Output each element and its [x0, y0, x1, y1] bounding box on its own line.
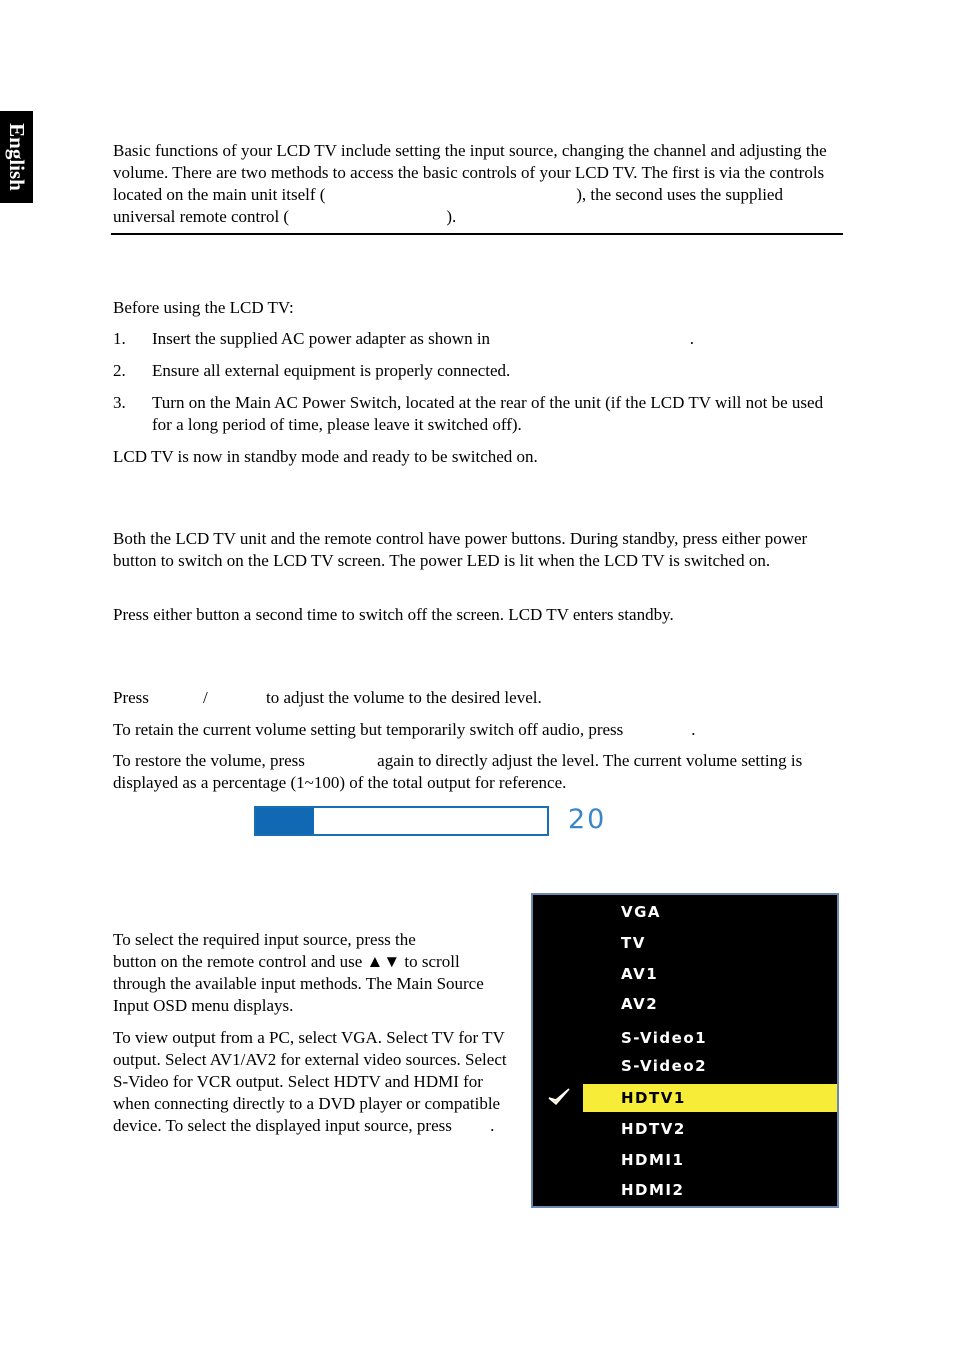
step-text: Ensure all external equipment is properly connected. — [152, 361, 511, 380]
check-icon — [545, 1084, 573, 1112]
volume-bar — [254, 806, 549, 836]
power-paragraph: Both the LCD TV unit and the remote control have power buttons. During standby, press either power button to switch on the LCD TV screen. The power LED is lit when the LCD TV is switched on. — [113, 529, 808, 570]
intro-paragraph: Basic functions of your LCD TV include setting the input source, changing the channel and adjusting the volume. There are two methods to access the basic controls of your LCD TV. The first is via the controls located on the main unit itself ( ), the second uses the supplied universal remote control ( ). — [113, 141, 827, 226]
osd-item-s-video2[interactable] — [583, 1052, 837, 1080]
osd-item-label: HDMI1 — [621, 1151, 685, 1169]
power-off-paragraph: Press either button a second time to switch off the screen. LCD TV enters standby. — [113, 605, 674, 624]
section-divider — [111, 233, 843, 235]
before-lead: Before using the LCD TV: — [113, 298, 294, 317]
restore-paragraph: To restore the volume, press again to directly adjust the level. The current volume setting is displayed as a percentage (1~100) of the total output for reference. — [113, 751, 803, 792]
step-text: Turn on the Main AC Power Switch, located at the rear of the unit (if the LCD TV will not be used for a long period of time, please leave it switched off). — [152, 393, 824, 434]
osd-item-hdmi1[interactable] — [583, 1146, 837, 1174]
volume-adjust-text: to adjust the volume to the desired level. — [266, 688, 542, 707]
osd-item-av1[interactable] — [583, 960, 837, 988]
osd-item-label: TV — [621, 934, 646, 952]
osd-item-label: HDMI2 — [621, 1181, 685, 1199]
osd-item-av2[interactable] — [583, 990, 837, 1018]
osd-item-label: HDTV2 — [621, 1120, 686, 1138]
step-number: 1. — [113, 329, 126, 348]
step-number: 3. — [113, 393, 126, 412]
step-number: 2. — [113, 361, 126, 380]
language-tab — [0, 111, 33, 203]
volume-bar-fill — [256, 808, 314, 834]
osd-item-s-video1[interactable] — [583, 1024, 837, 1052]
osd-item-hdmi2[interactable] — [583, 1176, 837, 1204]
osd-item-hdtv1[interactable] — [583, 1084, 837, 1112]
mute-paragraph: To retain the current volume setting but temporarily switch off audio, press . — [113, 720, 696, 739]
osd-item-label: S-Video1 — [621, 1029, 708, 1047]
volume-slash: / — [203, 688, 208, 707]
language-tab-label: English — [4, 123, 29, 191]
volume-level-readout: 20 — [568, 804, 607, 835]
source-input-osd-menu — [531, 893, 839, 1208]
volume-press-label: Press — [113, 688, 149, 707]
step-text: Insert the supplied AC power adapter as shown in . — [152, 329, 695, 348]
osd-item-label: HDTV1 — [621, 1089, 686, 1107]
osd-item-label: VGA — [621, 903, 662, 921]
source-options-paragraph: To view output from a PC, select VGA. Select TV for TV output. Select AV1/AV2 for external video sources. Select S-Video for VCR output. Select HDTV and HDMI for when connecting directly to a DVD player or compatible device. To select the displayed input source, press . — [113, 1028, 507, 1135]
source-paragraph: To select the required input source, press the button on the remote control and use ▲▼ to scroll through the available input methods. The Main Source Input OSD menu displays. — [113, 930, 484, 1015]
standby-note: LCD TV is now in standby mode and ready to be switched on. — [113, 447, 538, 466]
osd-item-label: AV2 — [621, 995, 659, 1013]
osd-item-label: S-Video2 — [621, 1057, 708, 1075]
osd-item-label: AV1 — [621, 965, 659, 983]
osd-item-hdtv2[interactable] — [583, 1115, 837, 1143]
osd-item-tv[interactable] — [583, 929, 837, 957]
osd-item-vga[interactable] — [583, 898, 837, 926]
